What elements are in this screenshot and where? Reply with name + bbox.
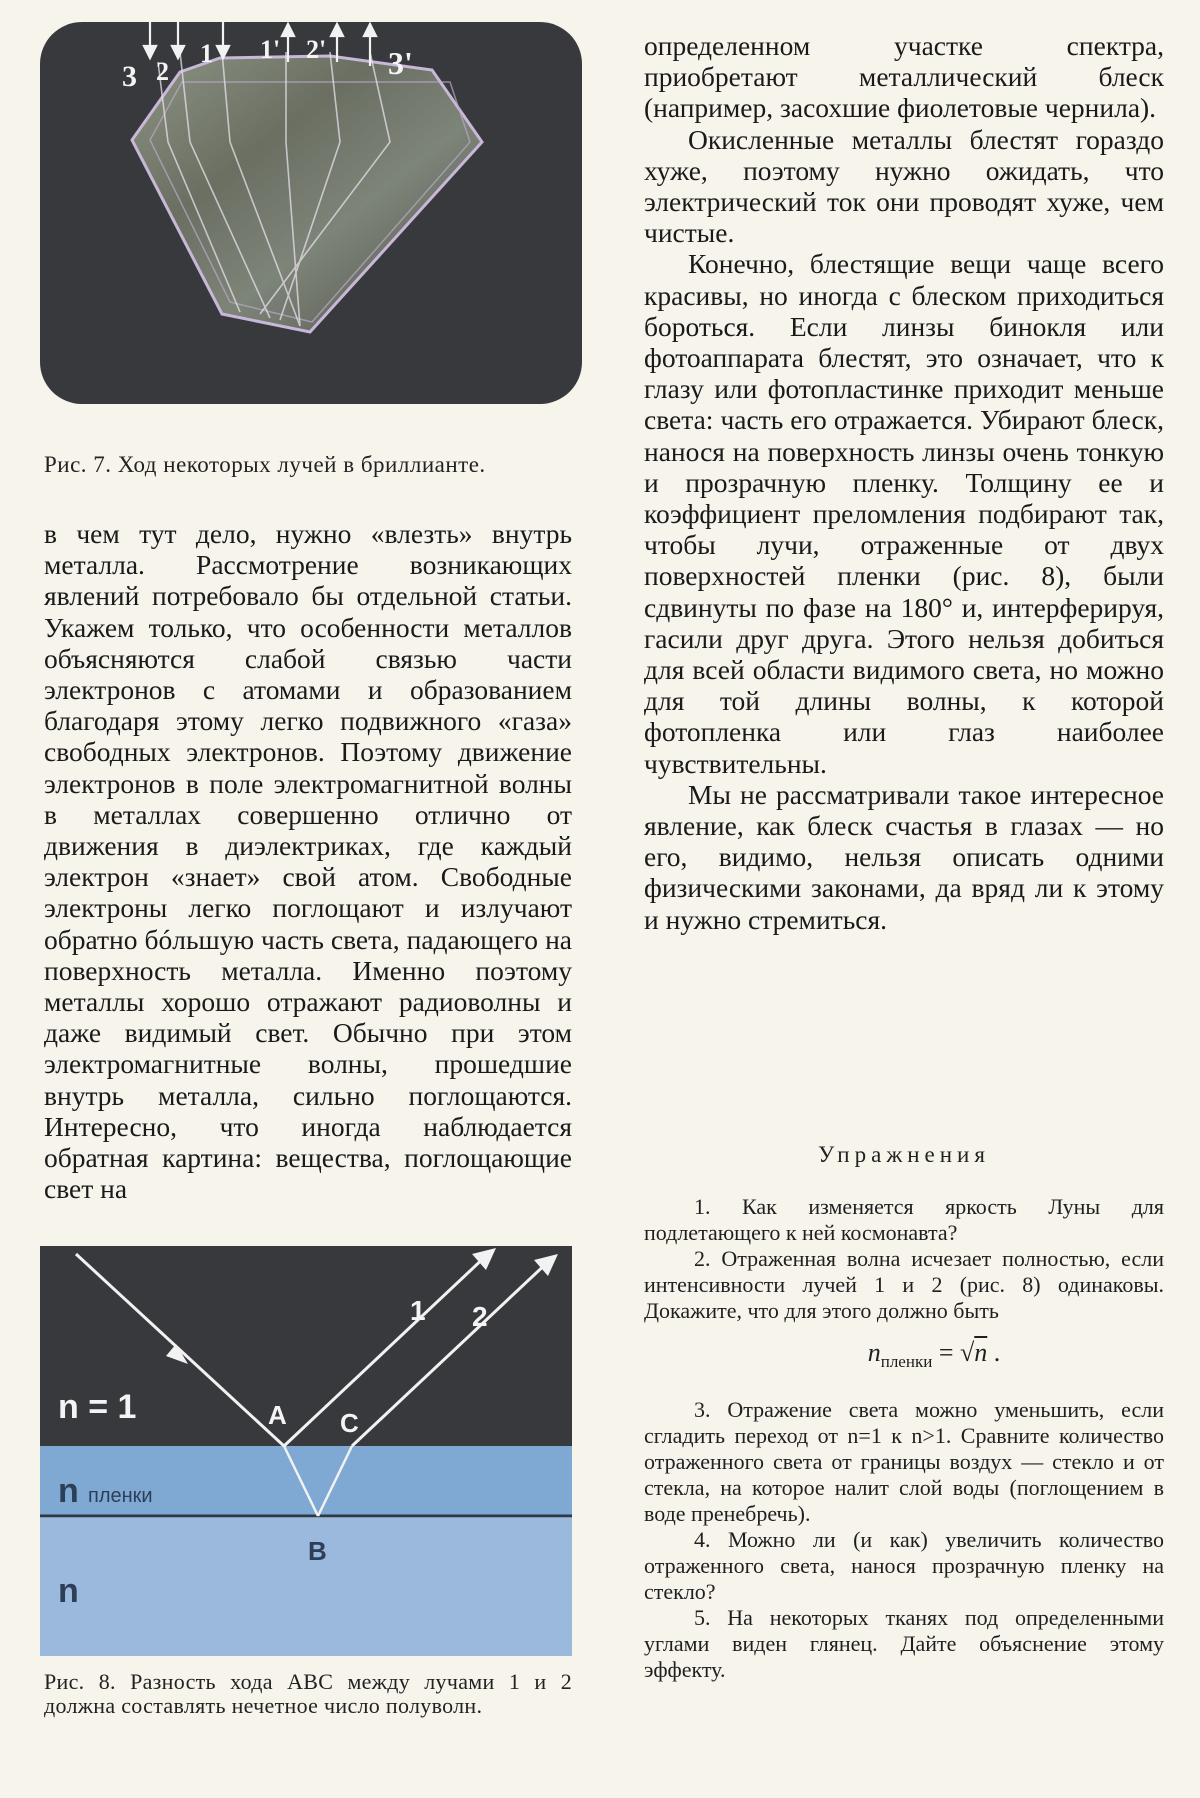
right-paragraph-2: Окисленные металлы блестят гораздо хуже, поэтому нужно ожидать, что электрический ток они проводят хуже, чем чистые. — [644, 123, 1164, 249]
right-column — [644, 30, 1164, 935]
thin-film-diagram — [40, 1246, 572, 1656]
exercise-4: 4. Можно ли (и как) увеличить количество отраженного света, нанося прозрачную пленку на стекло? — [644, 1527, 1164, 1604]
ray-label-2: 2 — [156, 57, 169, 86]
label-point-C: C — [340, 1408, 359, 1438]
label-n-equals-1: n = 1 — [58, 1388, 137, 1426]
incoming-rays — [144, 22, 229, 58]
left-column — [44, 518, 572, 1204]
figure-7-diamond — [40, 22, 582, 404]
ray-label-3: 3 — [122, 60, 137, 93]
exercises-title: Упражнения — [818, 1142, 990, 1167]
formula-subscript: пленки — [880, 1352, 933, 1371]
label-n-film: n — [58, 1472, 79, 1510]
label-point-B: B — [308, 1536, 327, 1566]
right-paragraph-3: Конечно, блестящие вещи чаще всего красивы, но иногда с блеском приходиться бороться. Если линзы бинокля или фотоаппарата блестят, это означает, что к глазу или фотопластинке приходит меньше света: часть его отражается. Убирают блеск, нанося на поверхность линзы очень тонкую и прозрачную пленку. Толщину ее и коэффициент преломления подбирают так, чтобы лучи, отраженные от двух поверхностей пленки (рис. 8), были сдвинуты по фазе на 180° и, интерферируя, гасили друг друга. Этого нельзя добиться для всей области видимого света, но можно для той длины волны, к которой фотопленка или глаз наиболее чувствительны. — [644, 248, 1164, 779]
exercises-list — [644, 1194, 1164, 1683]
right-paragraph-4: Мы не рассматривали такое интересное явление, как блеск счастья в глазах — но его, видимо, нельзя описать одними физическими законами, да вряд ли к этому и нужно стремиться. — [644, 778, 1164, 935]
figure-8-caption: Рис. 8. Разность хода ABC между лучами 1 и 2 должна составлять нечетное число полуволн. — [44, 1669, 572, 1718]
exercise-2-formula — [644, 1340, 1164, 1375]
exercise-5: 5. На некоторых тканях под определенными углами виден глянец. Дайте объяснение этому эффекту. — [644, 1605, 1164, 1682]
formula-period: . — [987, 1338, 1001, 1367]
ray-label-1: 1 — [200, 39, 213, 68]
exercise-3: 3. Отражение света можно уменьшить, если сгладить переход от n=1 к n>1. Сравните количество отраженного света от границы воздух — стекло и от стекла, на которое налит слой воды (поглощением в воде пренебречь). — [644, 1397, 1164, 1526]
ray-label-2-prime: 2' — [306, 35, 327, 64]
radical-icon: √ — [959, 1338, 975, 1367]
label-n-glass: n — [58, 1572, 79, 1610]
left-paragraph: в чем тут дело, нужно «влезть» внутрь металла. Рассмотрение возникающих явлений потребовало бы отдельной статьи. Укажем только, что особенности металлов объясняются слабой связью части электронов с атомами и образованием благодаря этому легко подвижного «газа» свободных электронов. Поэтому движение электронов в поле электромагнитной волны в металлах совершенно отлично от движения в диэлектриках, где каждый электрон «знает» свой атом. Свободные электроны легко поглощают и излучают обратно бóльшую часть света, падающего на поверхность металла. Именно поэтому металлы хорошо отражают радиоволны и даже видимый свет. Обычно при этом электромагнитные волны, прошедшие внутрь металла, сильно поглощаются. Интересно, что иногда наблюдается обратная картина: вещества, поглощающие свет на — [44, 518, 572, 1205]
formula-lhs: n — [867, 1338, 881, 1367]
label-ray-1: 1 — [410, 1295, 426, 1326]
diamond-illustration — [40, 22, 582, 404]
label-n-film-subscript: пленки — [88, 1485, 153, 1507]
formula-equals: = — [932, 1338, 960, 1367]
exercise-2: 2. Отраженная волна исчезает полностью, если интенсивности лучей 1 и 2 (рис. 8) одинаковы. Докажите, что для этого должно быть — [644, 1246, 1164, 1323]
right-paragraph-1: определенном участке спектра, приобретают металлический блеск (например, засохшие фиолетовые чернила). — [644, 30, 1164, 124]
ray-label-3-prime: 3' — [388, 45, 413, 81]
figure-7-caption: Рис. 7. Ход некоторых лучей в бриллианте. — [44, 452, 486, 477]
exercise-1: 1. Как изменяется яркость Луны для подлетающего к ней космонавта? — [644, 1194, 1164, 1245]
figure-8-film — [40, 1246, 572, 1656]
glass-region — [40, 1518, 572, 1656]
label-ray-2: 2 — [472, 1301, 488, 1332]
formula-radicand: n — [974, 1338, 988, 1367]
ray-label-1-prime: 1' — [260, 35, 281, 64]
label-point-A: A — [268, 1400, 287, 1430]
